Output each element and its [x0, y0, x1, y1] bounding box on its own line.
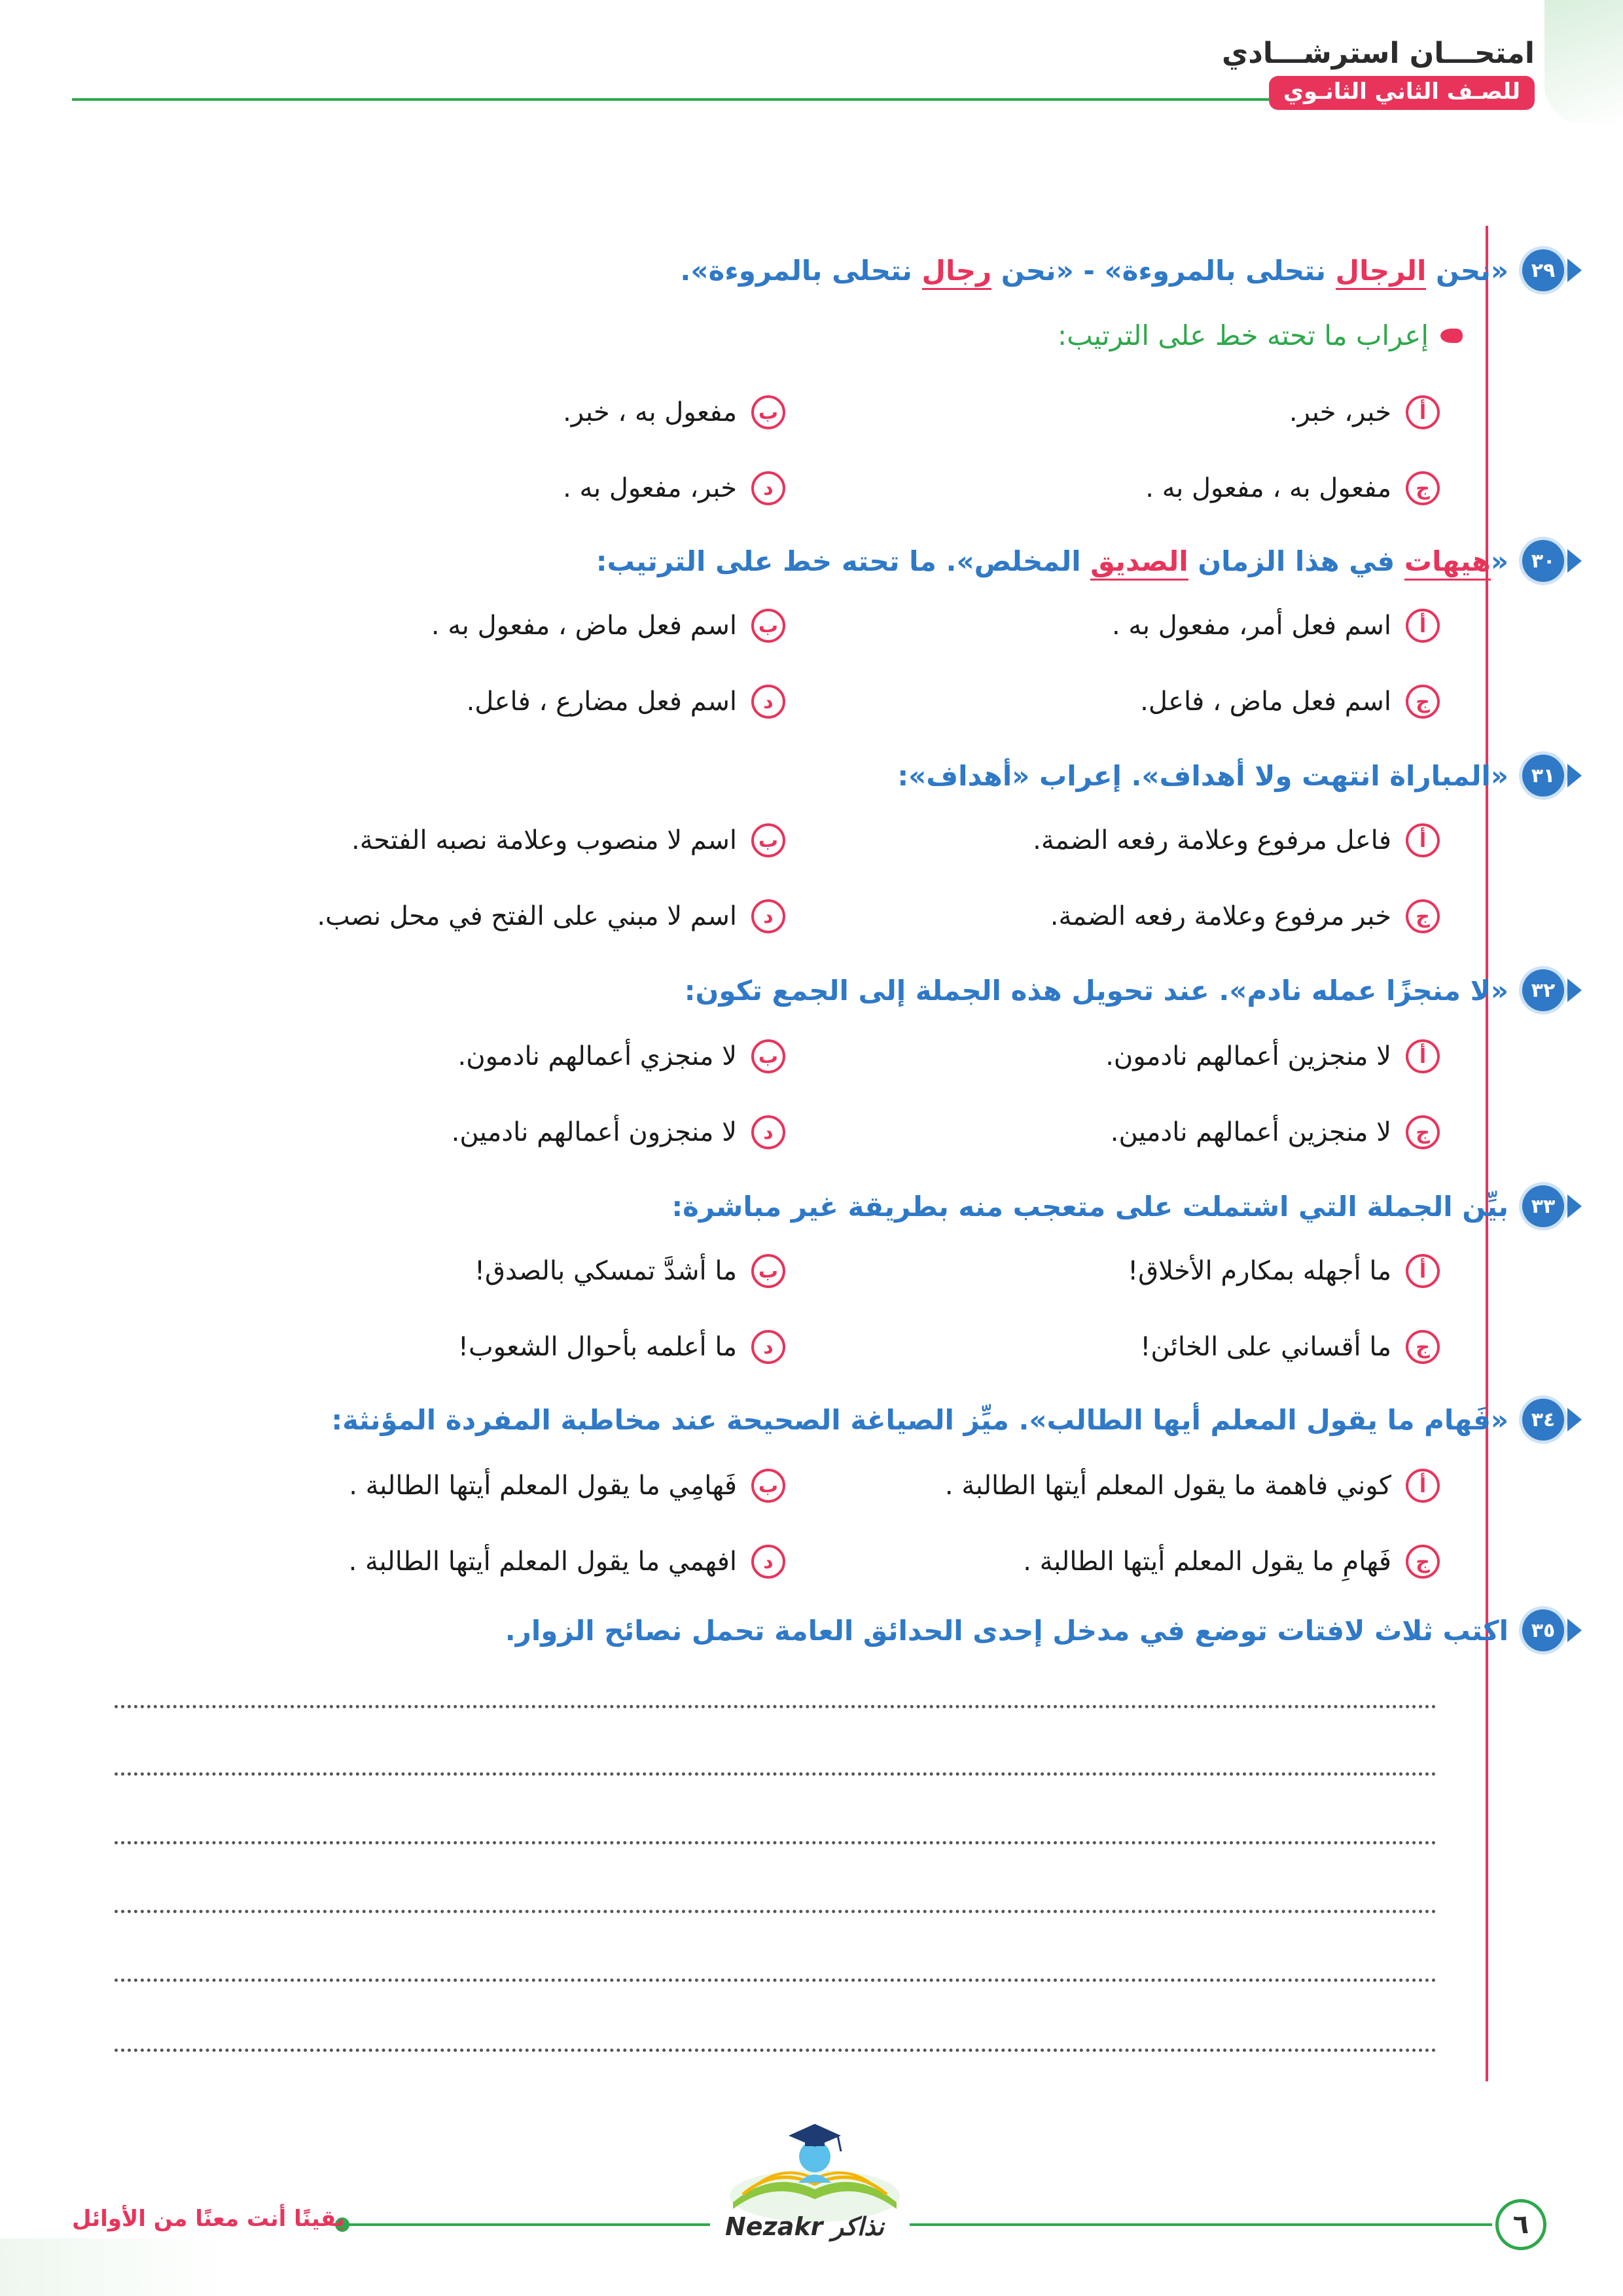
question-34 [98, 1397, 1556, 1443]
question-text: «المباراة انتهت ولا أهداف». إعراب «أهداف»: [897, 759, 1508, 792]
option-c[interactable]: ج لا منجزين أعمالهم نادمين. [1111, 1115, 1440, 1149]
margin-line [1486, 226, 1488, 2081]
question-33 [98, 1183, 1556, 1229]
question-number: ٣٥ [1522, 1609, 1564, 1651]
answer-line[interactable] [115, 1910, 1436, 1913]
question-35 [98, 1607, 1556, 1653]
option-a[interactable]: أ ما أجهله بمكارم الأخلاق! [1128, 1254, 1440, 1288]
question-number: ٣١ [1522, 755, 1564, 797]
question-32 [98, 967, 1556, 1013]
arrow-icon [1567, 1619, 1582, 1642]
answer-line[interactable] [115, 1841, 1436, 1844]
question-31 [98, 753, 1556, 798]
option-a[interactable]: أ اسم فعل أمر، مفعول به . [1112, 609, 1440, 643]
option-a[interactable]: أ خبر، خبر. [1289, 395, 1440, 429]
underlined-word: الرجال [1336, 255, 1427, 290]
option-d[interactable]: د اسم لا مبني على الفتح في محل نصب. [317, 899, 785, 933]
underlined-word: رجال [922, 255, 992, 290]
arrow-icon [1567, 259, 1582, 282]
arrow-icon [1567, 1194, 1582, 1218]
question-number: ٢٩ [1522, 249, 1564, 291]
arrow-icon [1567, 978, 1582, 1002]
footer-divider [910, 2223, 1492, 2226]
option-d[interactable]: د افهمي ما يقول المعلم أيتها الطالبة . [349, 1545, 785, 1579]
answer-line[interactable] [115, 1979, 1436, 1982]
arrow-icon [1567, 1408, 1582, 1431]
instruction: إعراب ما تحته خط على الترتيب: [1058, 319, 1463, 351]
question-number: ٣٣ [1522, 1185, 1564, 1227]
footer-slogan: يقينًا أنت معنًا من الأوائل [72, 2206, 345, 2232]
header-divider [72, 98, 1270, 101]
exam-title: امتحـــان استرشـــادي [1221, 37, 1535, 70]
corner-decoration [1544, 0, 1623, 124]
option-b[interactable]: ب لا منجزي أعمالهم نادمون. [457, 1039, 785, 1073]
option-a[interactable]: أ لا منجزين أعمالهم نادمون. [1105, 1039, 1440, 1073]
option-a[interactable]: أ فاعل مرفوع وعلامة رفعه الضمة. [1033, 823, 1440, 857]
option-a[interactable]: أ كوني فاهمة ما يقول المعلم أيتها الطالبة . [945, 1469, 1440, 1503]
option-b[interactable]: ب فَهامِي ما يقول المعلم أيتها الطالبة . [349, 1469, 785, 1503]
footer-divider [344, 2223, 710, 2226]
question-text: «هيهات في هذا الزمان الصديق المخلص». ما تحته خط على الترتيب: [596, 545, 1508, 577]
option-b[interactable]: ب ما أشدَّ تمسكي بالصدق! [474, 1254, 785, 1288]
option-b[interactable]: ب مفعول به ، خبر. [563, 395, 785, 429]
option-b[interactable]: ب اسم فعل ماض ، مفعول به . [431, 609, 785, 643]
option-d[interactable]: د لا منجزون أعمالهم نادمين. [452, 1115, 785, 1149]
option-d[interactable]: د ما أعلمه بأحوال الشعوب! [458, 1330, 785, 1364]
underlined-word: هيهات [1404, 545, 1491, 581]
question-30 [98, 538, 1556, 584]
page-number: ٦ [1495, 2199, 1546, 2250]
grade-badge: للصـف الثاني الثانـوي [1269, 76, 1535, 110]
option-d[interactable]: د خبر، مفعول به . [563, 471, 785, 505]
question-text: اكتب ثلاث لافتات توضع في مدخل إحدى الحدائق العامة تحمل نصائح الزوار. [505, 1614, 1508, 1647]
logo-text: Nezakr نذاكر [725, 2212, 884, 2241]
question-number: ٣٢ [1522, 969, 1564, 1011]
option-c[interactable]: ج ما أقساني على الخائن! [1140, 1330, 1440, 1364]
question-number: ٣٠ [1522, 540, 1564, 582]
question-text: «لا منجزًا عمله نادم». عند تحويل هذه الجملة إلى الجمع تكون: [684, 974, 1508, 1007]
option-c[interactable]: ج اسم فعل ماض ، فاعل. [1140, 685, 1440, 719]
arrow-icon [1567, 764, 1582, 787]
option-c[interactable]: ج فَهامِ ما يقول المعلم أيتها الطالبة . [1023, 1545, 1440, 1579]
option-c[interactable]: ج مفعول به ، مفعول به . [1145, 471, 1440, 505]
answer-line[interactable] [115, 1772, 1436, 1776]
question-text: «فَهام ما يقول المعلم أيها الطالب». ميِّز الصياغة الصحيحة عند مخاطبة المفردة المؤنثة: [331, 1403, 1508, 1436]
answer-line[interactable] [115, 2049, 1436, 2052]
question-29 [98, 247, 1556, 293]
underlined-word: الصديق [1090, 545, 1188, 581]
footer-decoration [0, 2238, 223, 2296]
question-text: بيِّن الجملة التي اشتملت على متعجب منه بطريقة غير مباشرة: [671, 1190, 1508, 1223]
answer-line[interactable] [115, 1705, 1436, 1708]
option-d[interactable]: د اسم فعل مضارع ، فاعل. [467, 685, 785, 719]
option-b[interactable]: ب اسم لا منصوب وعلامة نصبه الفتحة. [351, 823, 785, 857]
question-number: ٣٤ [1522, 1399, 1564, 1441]
arrow-icon [1567, 549, 1582, 573]
option-c[interactable]: ج خبر مرفوع وعلامة رفعه الضمة. [1050, 899, 1440, 933]
question-text: «نحن الرجال نتحلى بالمروءة» - «نحن رجال نتحلى بالمروءة». [680, 255, 1508, 287]
bullet-icon [1440, 329, 1463, 343]
